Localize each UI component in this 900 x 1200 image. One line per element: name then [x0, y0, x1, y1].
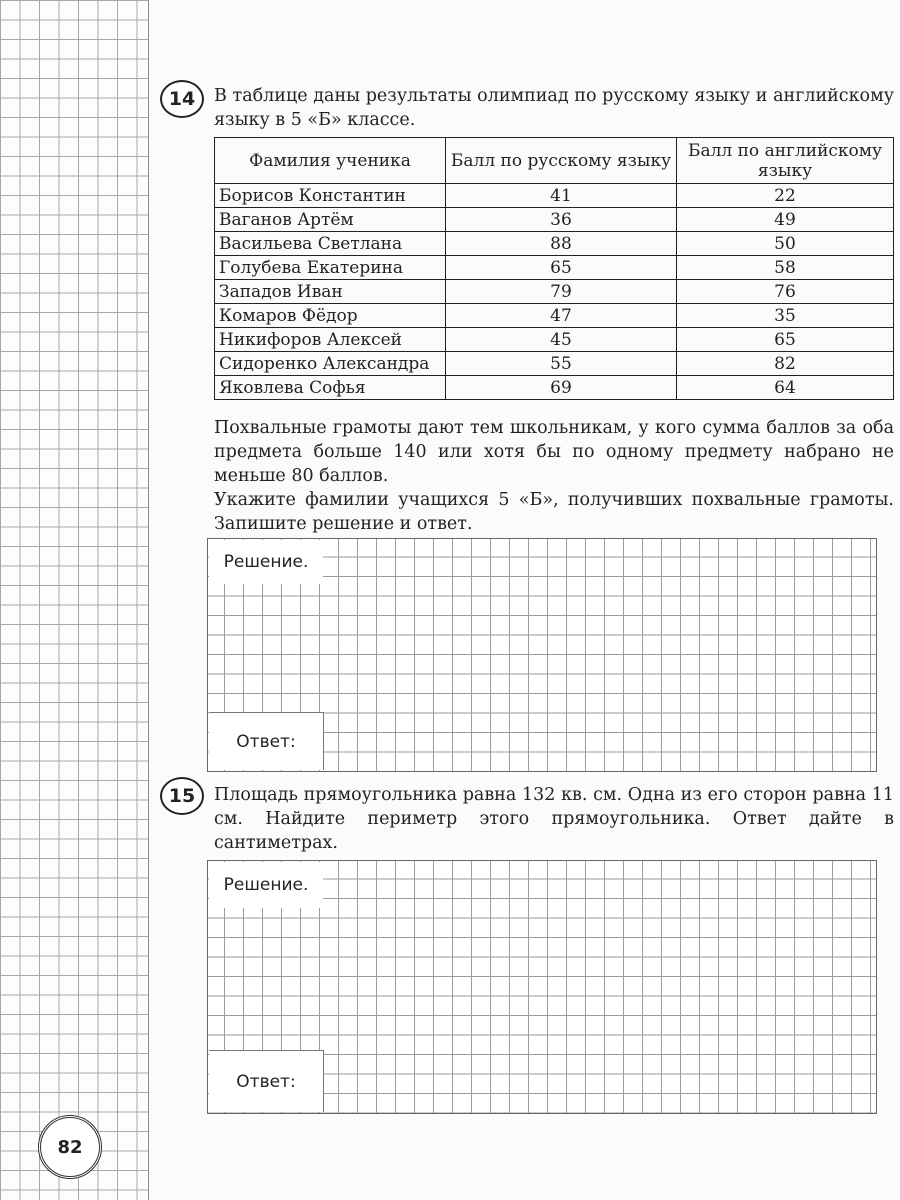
english-score: 22	[677, 184, 894, 208]
table-header-row	[215, 138, 894, 184]
english-score: 50	[677, 232, 894, 256]
task-15-solution-label: Решение.	[209, 862, 323, 908]
russian-score: 88	[446, 232, 677, 256]
student-name: Яковлева Софья	[215, 376, 446, 400]
header-student: Фамилия ученика	[215, 138, 446, 184]
english-score: 65	[677, 328, 894, 352]
russian-score: 41	[446, 184, 677, 208]
student-name: Голубева Екатерина	[215, 256, 446, 280]
margin-grid	[0, 0, 149, 1200]
english-score: 82	[677, 352, 894, 376]
task-15-solution-area[interactable]	[207, 860, 877, 1114]
task-14-answer-label: Ответ:	[209, 712, 324, 770]
russian-score: 45	[446, 328, 677, 352]
task-14-solution-label: Решение.	[209, 540, 323, 584]
task-15-number: 15	[160, 777, 204, 815]
table-row	[215, 352, 894, 376]
page-number: 82	[38, 1115, 102, 1179]
english-score: 76	[677, 280, 894, 304]
english-score: 35	[677, 304, 894, 328]
table-row	[215, 208, 894, 232]
task-14-intro: В таблице даны результаты олимпиад по русскому языку и английскому языку в 5 «Б» классе.	[214, 86, 894, 130]
student-name: Борисов Константин	[215, 184, 446, 208]
task-15-answer-label: Ответ:	[209, 1050, 324, 1112]
table-row	[215, 256, 894, 280]
english-score: 58	[677, 256, 894, 280]
student-name: Ваганов Артём	[215, 208, 446, 232]
russian-score: 36	[446, 208, 677, 232]
russian-score: 55	[446, 352, 677, 376]
task-14-question: Укажите фамилии учащихся 5 «Б», получивших похвальные грамоты. Запишите решение и ответ.	[214, 490, 894, 534]
header-russian: Балл по русскому языку	[446, 138, 677, 184]
table-row	[215, 184, 894, 208]
russian-score: 79	[446, 280, 677, 304]
table-row	[215, 232, 894, 256]
task-15-text: Площадь прямоугольника равна 132 кв. см. Одна из его сторон равна 11 см. Найдите периметр этого прямоугольника. Ответ дайте в сантиметрах.	[214, 785, 894, 853]
task-14-number: 14	[160, 80, 204, 118]
student-name: Комаров Фёдор	[215, 304, 446, 328]
student-name: Сидоренко Александра	[215, 352, 446, 376]
task-14-condition: Похвальные грамоты дают тем школьникам, у кого сумма баллов за оба предмета больше 140 или хотя бы по одному предмету набрано не меньше 80 баллов.	[214, 418, 894, 486]
student-name: Западов Иван	[215, 280, 446, 304]
task-14-solution-area[interactable]	[207, 538, 877, 772]
table-row	[215, 280, 894, 304]
student-name: Васильева Светлана	[215, 232, 446, 256]
results-table	[214, 137, 894, 400]
table-row	[215, 328, 894, 352]
russian-score: 69	[446, 376, 677, 400]
table-row	[215, 376, 894, 400]
russian-score: 47	[446, 304, 677, 328]
student-name: Никифоров Алексей	[215, 328, 446, 352]
english-score: 64	[677, 376, 894, 400]
english-score: 49	[677, 208, 894, 232]
russian-score: 65	[446, 256, 677, 280]
header-english: Балл по английскому языку	[677, 138, 894, 184]
table-row	[215, 304, 894, 328]
